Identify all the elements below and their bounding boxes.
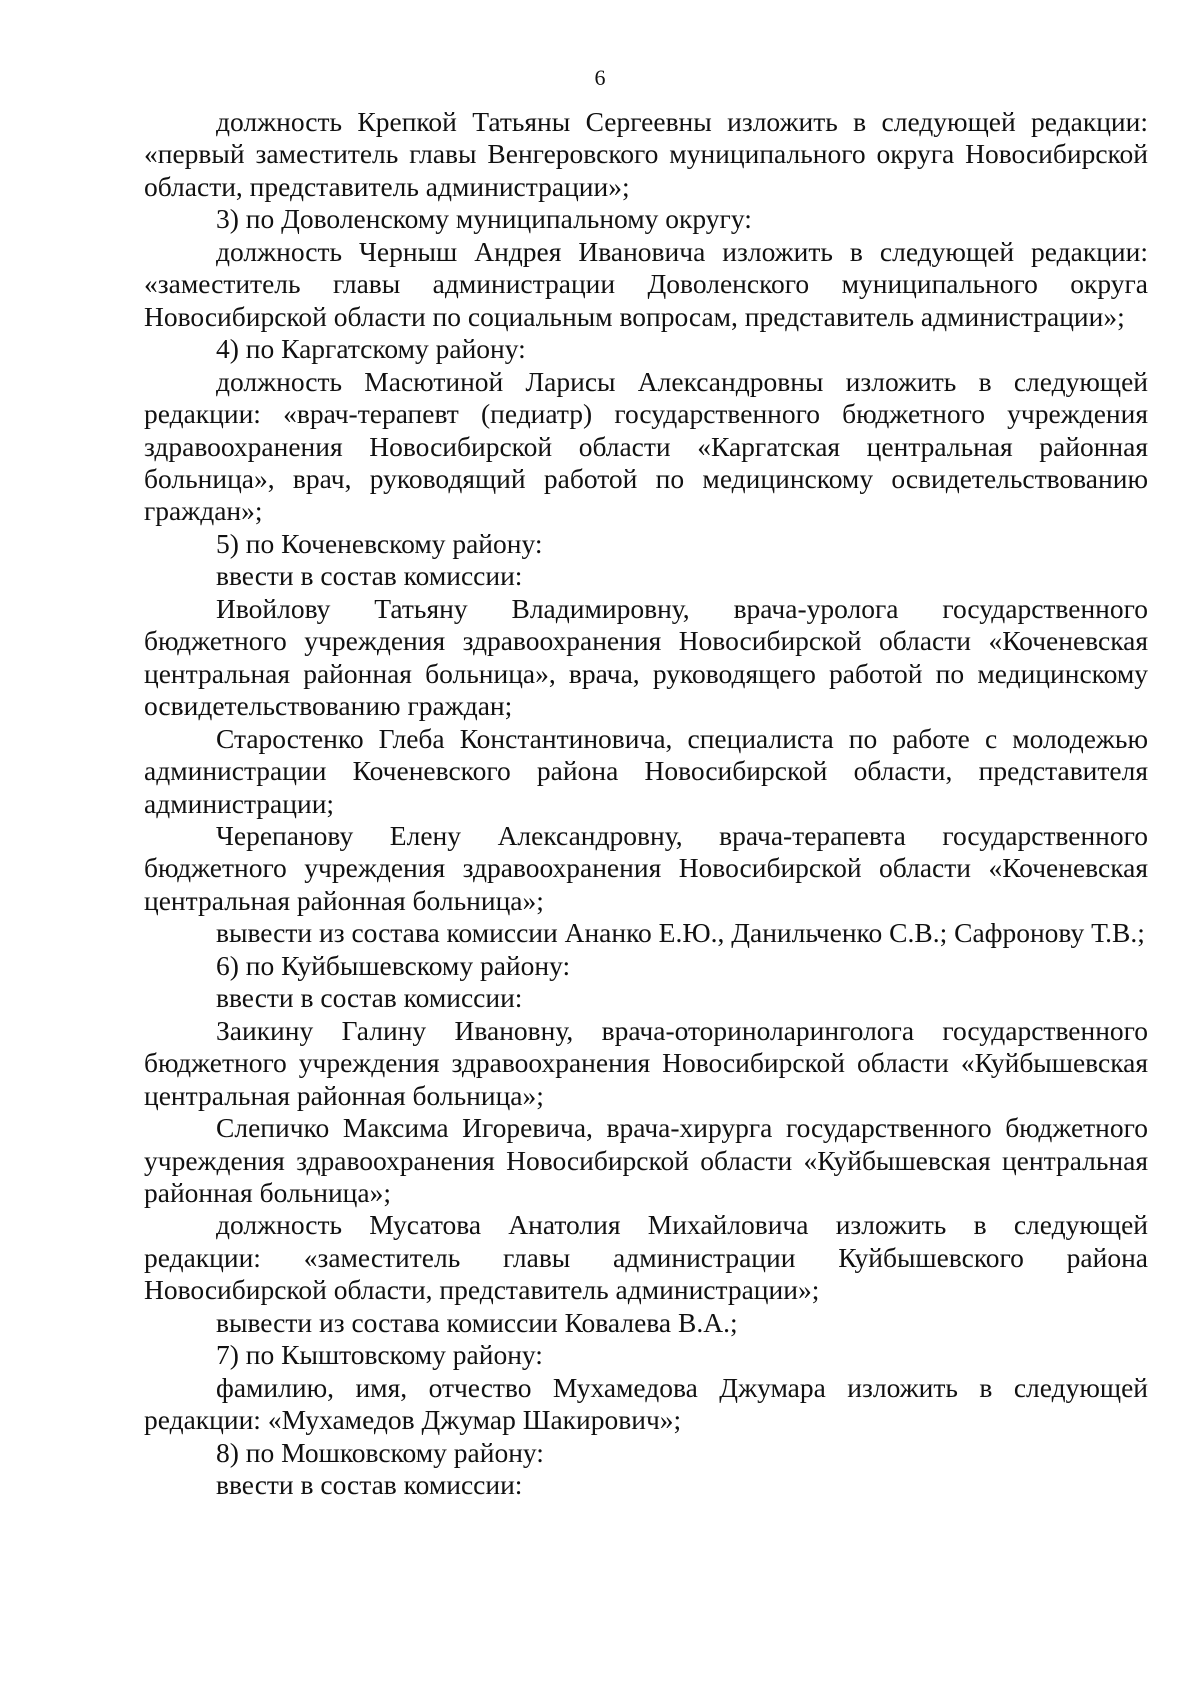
paragraph: 7) по Кыштовскому району: bbox=[216, 1339, 543, 1371]
paragraph: должность Крепкой Татьяны Сергеевны изложить в следующей редакции: «первый заместитель главы Венгеровского муниципального округа Новосибирской области, представитель администрации»; bbox=[144, 106, 1148, 202]
paragraph: должность Масютиной Ларисы Александровны изложить в следующей редакции: «врач-терапевт (педиатр) государственного бюджетного учреждения здравоохранения Новосибирской области «Каргатская центральная районная больница», врач, руководящий работой по медицинскому освидетельствованию граждан»; bbox=[144, 365, 1148, 527]
paragraph: вывести из состава комиссии Ананко Е.Ю., Данильченко С.В.; Сафронову Т.В.; bbox=[216, 917, 1145, 949]
paragraph: Старостенко Глеба Константиновича, специалиста по работе с молодежью администрации Коченевского района Новосибирской области, представителя администрации; bbox=[144, 722, 1148, 819]
paragraph: ввести в состав комиссии: bbox=[216, 1469, 523, 1501]
paragraph: Ивойлову Татьяну Владимировну, врача-уролога государственного бюджетного учреждения здравоохранения Новосибирской области «Коченевская центральная районная больница», врача, руководящего работой по медицинскому освидетельствованию граждан; bbox=[144, 592, 1148, 722]
paragraph: вывести из состава комиссии Ковалева В.А.; bbox=[216, 1306, 738, 1338]
paragraph: Слепичко Максима Игоревича, врача-хирурга государственного бюджетного учреждения здравоохранения Новосибирской области «Куйбышевская центральная районная больница»; bbox=[144, 1112, 1148, 1208]
paragraph: 3) по Доволенскому муниципальному округу: bbox=[216, 203, 752, 235]
paragraph: 4) по Каргатскому району: bbox=[216, 333, 526, 365]
paragraph: ввести в состав комиссии: bbox=[216, 982, 523, 1014]
paragraph: Заикину Галину Ивановну, врача-оториноларинголога государственного бюджетного учреждения здравоохранения Новосибирской области «Куйбышевская центральная районная больница»; bbox=[144, 1014, 1148, 1111]
document-body bbox=[144, 106, 1148, 1501]
paragraph: ввести в состав комиссии: bbox=[216, 560, 523, 592]
page-number: 6 bbox=[594, 65, 606, 90]
paragraph: Черепанову Елену Александровну, врача-терапевта государственного бюджетного учреждения здравоохранения Новосибирской области «Коченевская центральная районная больница»; bbox=[144, 819, 1148, 916]
paragraph: 8) по Мошковскому району: bbox=[216, 1436, 544, 1468]
paragraph: фамилию, имя, отчество Мухамедова Джумара изложить в следующей редакции: «Мухамедов Джумар Шакирович»; bbox=[144, 1371, 1148, 1436]
paragraph: 5) по Коченевскому району: bbox=[216, 527, 543, 559]
paragraph: должность Мусатова Анатолия Михайловича изложить в следующей редакции: «заместитель главы администрации Куйбышевского района Новосибирской области, представитель администрации»; bbox=[144, 1209, 1148, 1306]
paragraph: должность Черныш Андрея Ивановича изложить в следующей редакции: «заместитель главы администрации Доволенского муниципального округа Новосибирской области по социальным вопросам, представитель администрации»; bbox=[144, 235, 1148, 332]
paragraph: 6) по Куйбышевскому району: bbox=[216, 949, 571, 981]
